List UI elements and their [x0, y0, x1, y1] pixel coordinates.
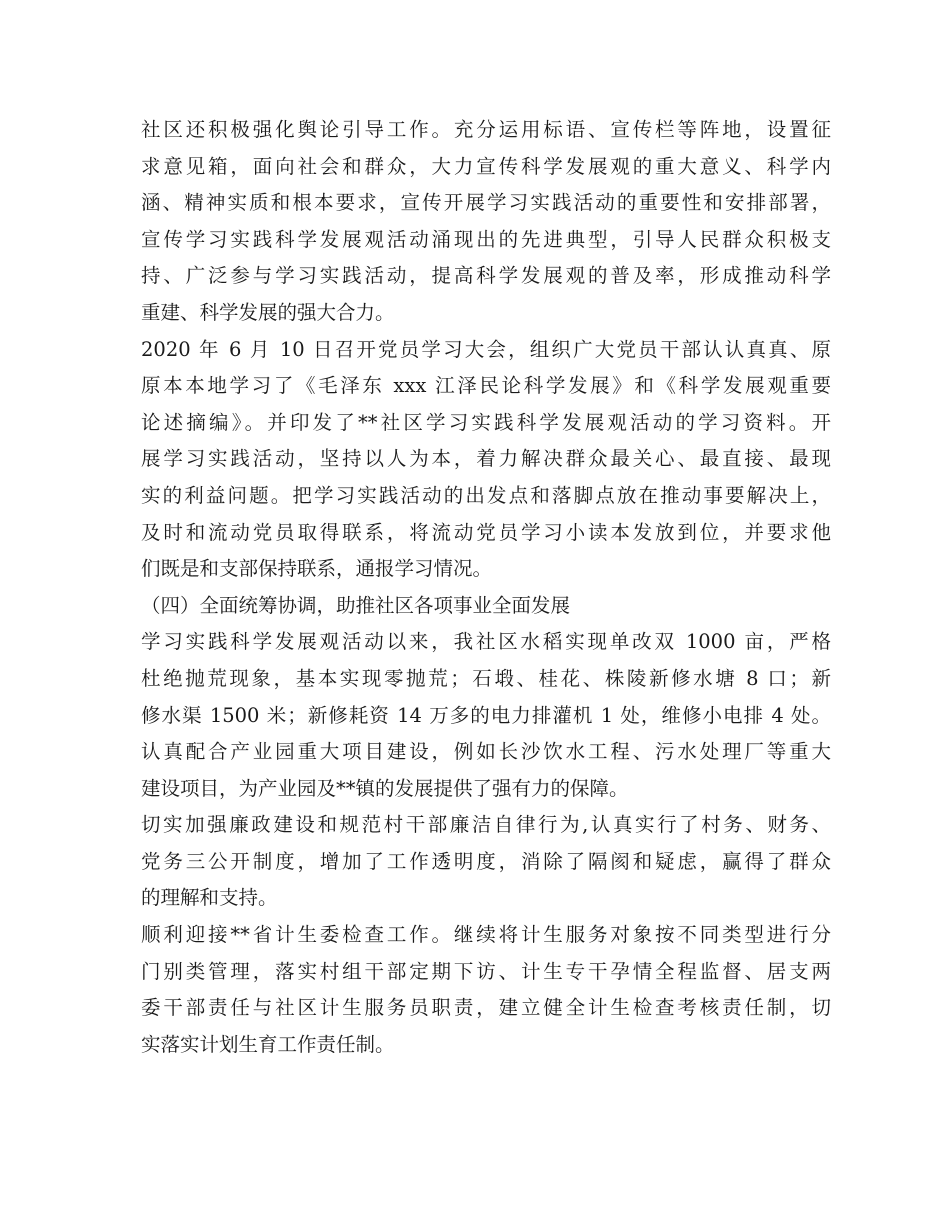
text-line: 委干部责任与社区计生服务员职责，建立健全计生检查考核责任制，切 [141, 996, 831, 1020]
text-line: 持、广泛参与学习实践活动，提高科学发展观的普及率，形成推动科学 [141, 264, 831, 288]
text-line: 建设项目，为产业园及**镇的发展提供了强有力的保障。 [141, 776, 629, 800]
section-heading [141, 588, 831, 625]
paragraph-agriculture [141, 624, 831, 807]
text-line: 们既是和支部保持联系，通报学习情况。 [141, 557, 493, 581]
text-line: 认真配合产业园重大项目建设，例如长沙饮水工程、污水处理厂等重大 [141, 740, 831, 764]
text-line: 党务三公开制度，增加了工作透明度，消除了隔阂和疑虑，赢得了群众 [141, 849, 831, 873]
text-line: 学习实践科学发展观活动以来，我社区水稻实现单改双 1000 亩，严格 [141, 630, 831, 654]
text-line: 杜绝抛荒现象，基本实现零抛荒；石塅、桂花、株陵新修水塘 8 口；新 [141, 666, 831, 690]
text-line: 论述摘编》。并印发了**社区学习实践科学发展观活动的学习资料。开 [141, 410, 831, 434]
text-line: 门别类管理，落实村组干部定期下访、计生专干孕情全程监督、居支两 [141, 959, 831, 983]
text-line: 修水渠 1500 米；新修耗资 14 万多的电力排灌机 1 处，维修小电排 4 处。 [141, 703, 831, 727]
document-body [141, 112, 831, 1063]
paragraph-family-planning [141, 917, 831, 1063]
text-line: 社区还积极强化舆论引导工作。充分运用标语、宣传栏等阵地，设置征 [141, 118, 831, 141]
text-line: 涵、精神实质和根本要求，宣传开展学习实践活动的重要性和安排部署， [141, 191, 831, 215]
text-line: 的理解和支持。 [141, 886, 278, 910]
paragraph-public-opinion [141, 112, 831, 332]
text-line: 顺利迎接**省计生委检查工作。继续将计生服务对象按不同类型进行分 [141, 923, 831, 947]
text-line: 实的利益问题。把学习实践活动的出发点和落脚点放在推动事要解决上， [141, 483, 831, 507]
text-line: 2020 年 6 月 10 日召开党员学习大会，组织广大党员干部认认真真、原 [141, 337, 831, 361]
paragraph-integrity [141, 807, 831, 917]
text-line: 实落实计划生育工作责任制。 [141, 1032, 395, 1056]
text-line: 展学习实践活动，坚持以人为本，着力解决群众最关心、最直接、最现 [141, 447, 831, 471]
text-line: 切实加强廉政建设和规范村干部廉洁自律行为,认真实行了村务、财务、 [141, 813, 831, 837]
paragraph-study-meeting [141, 332, 831, 588]
text-line: 及时和流动党员取得联系，将流动党员学习小读本发放到位，并要求他 [141, 520, 831, 544]
section-heading-text: （四）全面统筹协调，助推社区各项事业全面发展 [141, 593, 571, 617]
text-line: 重建、科学发展的强大合力。 [141, 300, 395, 324]
text-line: 宣传学习实践科学发展观活动涌现出的先进典型，引导人民群众积极支 [141, 227, 831, 251]
text-line: 原本本地学习了《毛泽东 xxx 江泽民论科学发展》和《科学发展观重要 [141, 374, 831, 398]
text-line: 求意见箱，面向社会和群众，大力宣传科学发展观的重大意义、科学内 [141, 154, 831, 178]
